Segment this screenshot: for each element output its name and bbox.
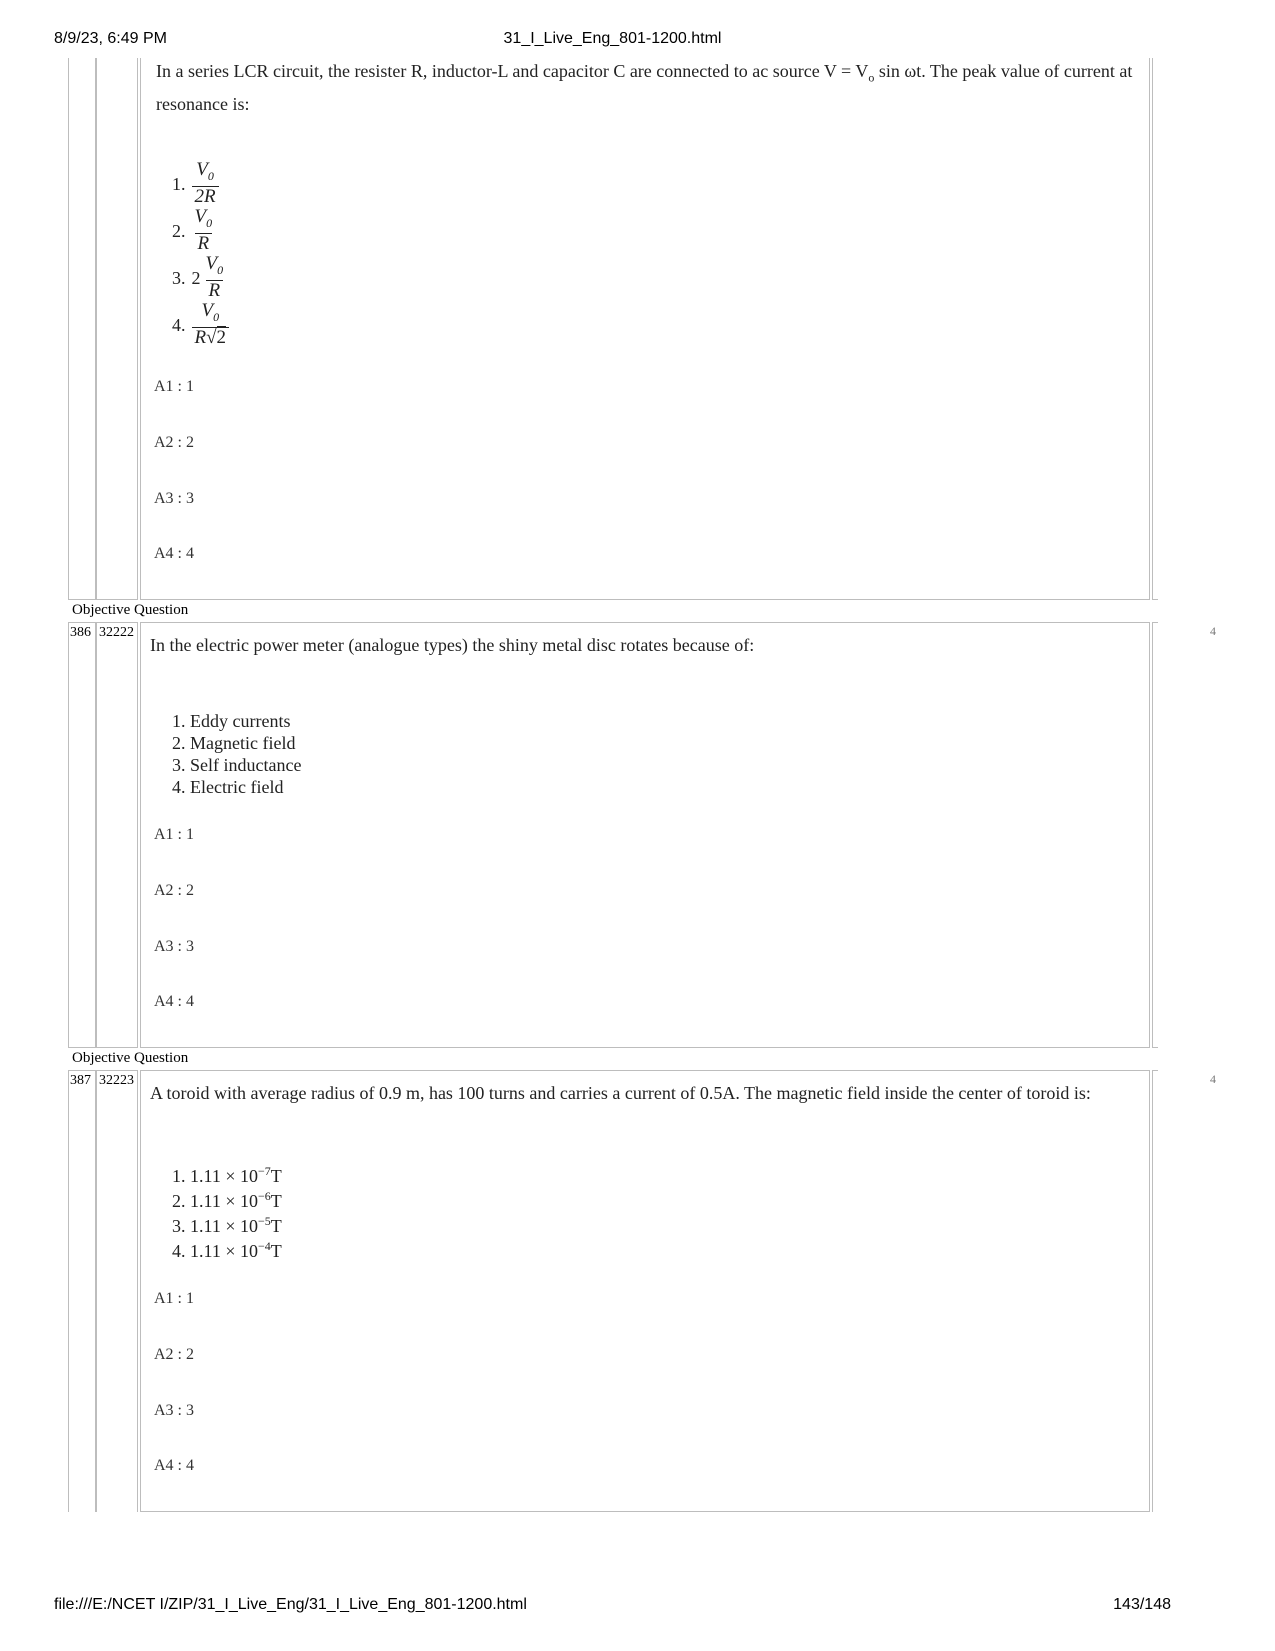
- page-number: 143/148: [1113, 1596, 1171, 1613]
- question-id: 32222: [99, 625, 134, 640]
- question-cell: [140, 622, 1150, 1048]
- option-1: 1. $\frac{V_0}{2R}$: [172, 160, 229, 207]
- option-3: 3. 2 $\frac{V_0}{R}$: [172, 253, 224, 301]
- question-id: 32223: [99, 1073, 134, 1088]
- marks-cell: [1152, 622, 1158, 1048]
- question-cell: [140, 58, 1150, 600]
- serial-number: 386: [70, 625, 91, 640]
- sno-cell: [68, 58, 96, 600]
- print-header: [54, 30, 1171, 50]
- marks-edge: 4: [1210, 1072, 1216, 1086]
- options-list: [172, 710, 301, 798]
- option-4: 4. $1.11 \times 10^{-4}T$: [172, 1239, 282, 1261]
- question-text: In the electric power meter (analogue types) the shiny metal disc rotates because of:: [150, 635, 755, 655]
- qid-cell: [96, 58, 138, 600]
- answer-1: A1 : 1: [154, 1290, 194, 1307]
- sno-cell: [68, 1070, 96, 1512]
- marks-edge: 4: [1210, 624, 1216, 638]
- answer-3: A3 : 3: [154, 1402, 194, 1419]
- option-4: 4. Electric field: [172, 777, 284, 797]
- options-list: [172, 160, 229, 348]
- answer-2: A2 : 2: [154, 1346, 194, 1363]
- print-datetime: 8/9/23, 6:49 PM: [54, 30, 167, 47]
- answer-4: A4 : 4: [154, 545, 194, 562]
- option-1: 1. Eddy currents: [172, 711, 291, 731]
- serial-number: 387: [70, 1073, 91, 1088]
- option-3: 3. Self inductance: [172, 755, 302, 775]
- option-4: 4. $\frac{V_0}{R√2}$: [172, 301, 229, 348]
- option-1: 1. $1.11 \times 10^{-7}T$: [172, 1164, 282, 1186]
- option-2: 2. Magnetic field: [172, 733, 296, 753]
- option-3: 3. $1.11 \times 10^{-5}T$: [172, 1214, 282, 1236]
- question-type-label: Objective Question: [72, 1050, 189, 1066]
- option-2: 2. $1.11 \times 10^{-6}T$: [172, 1189, 282, 1211]
- qid-cell: [96, 622, 138, 1048]
- print-footer: [54, 1596, 1171, 1616]
- question-text: In a series LCR circuit, the resister R, inductor-L and capacitor C are connected to ac source $V = V_o$ sin ωt. The peak value of current at resonance is:: [156, 61, 1133, 114]
- question-type-label: Objective Question: [72, 602, 189, 618]
- answer-3: A3 : 3: [154, 938, 194, 955]
- marks-cell: [1152, 58, 1158, 600]
- sno-cell: [68, 622, 96, 1048]
- answer-4: A4 : 4: [154, 993, 194, 1010]
- question-text: A toroid with average radius of 0.9 m, has 100 turns and carries a current of 0.5A. The magnetic field inside the center of toroid is:: [150, 1083, 1091, 1103]
- answer-4: A4 : 4: [154, 1457, 194, 1474]
- print-title: 31_I_Live_Eng_801-1200.html: [503, 30, 722, 47]
- answer-2: A2 : 2: [154, 434, 194, 451]
- options-list: [172, 1160, 282, 1260]
- answer-2: A2 : 2: [154, 882, 194, 899]
- qid-cell: [96, 1070, 138, 1512]
- question-cell: [140, 1070, 1150, 1512]
- answer-1: A1 : 1: [154, 378, 194, 395]
- marks-cell: [1152, 1070, 1158, 1512]
- option-2: 2. $\frac{V_0}{R}$: [172, 206, 213, 254]
- answer-1: A1 : 1: [154, 826, 194, 843]
- answer-3: A3 : 3: [154, 490, 194, 507]
- file-url: file:///E:/NCET I/ZIP/31_I_Live_Eng/31_I_Live_Eng_801-1200.html: [54, 1596, 527, 1613]
